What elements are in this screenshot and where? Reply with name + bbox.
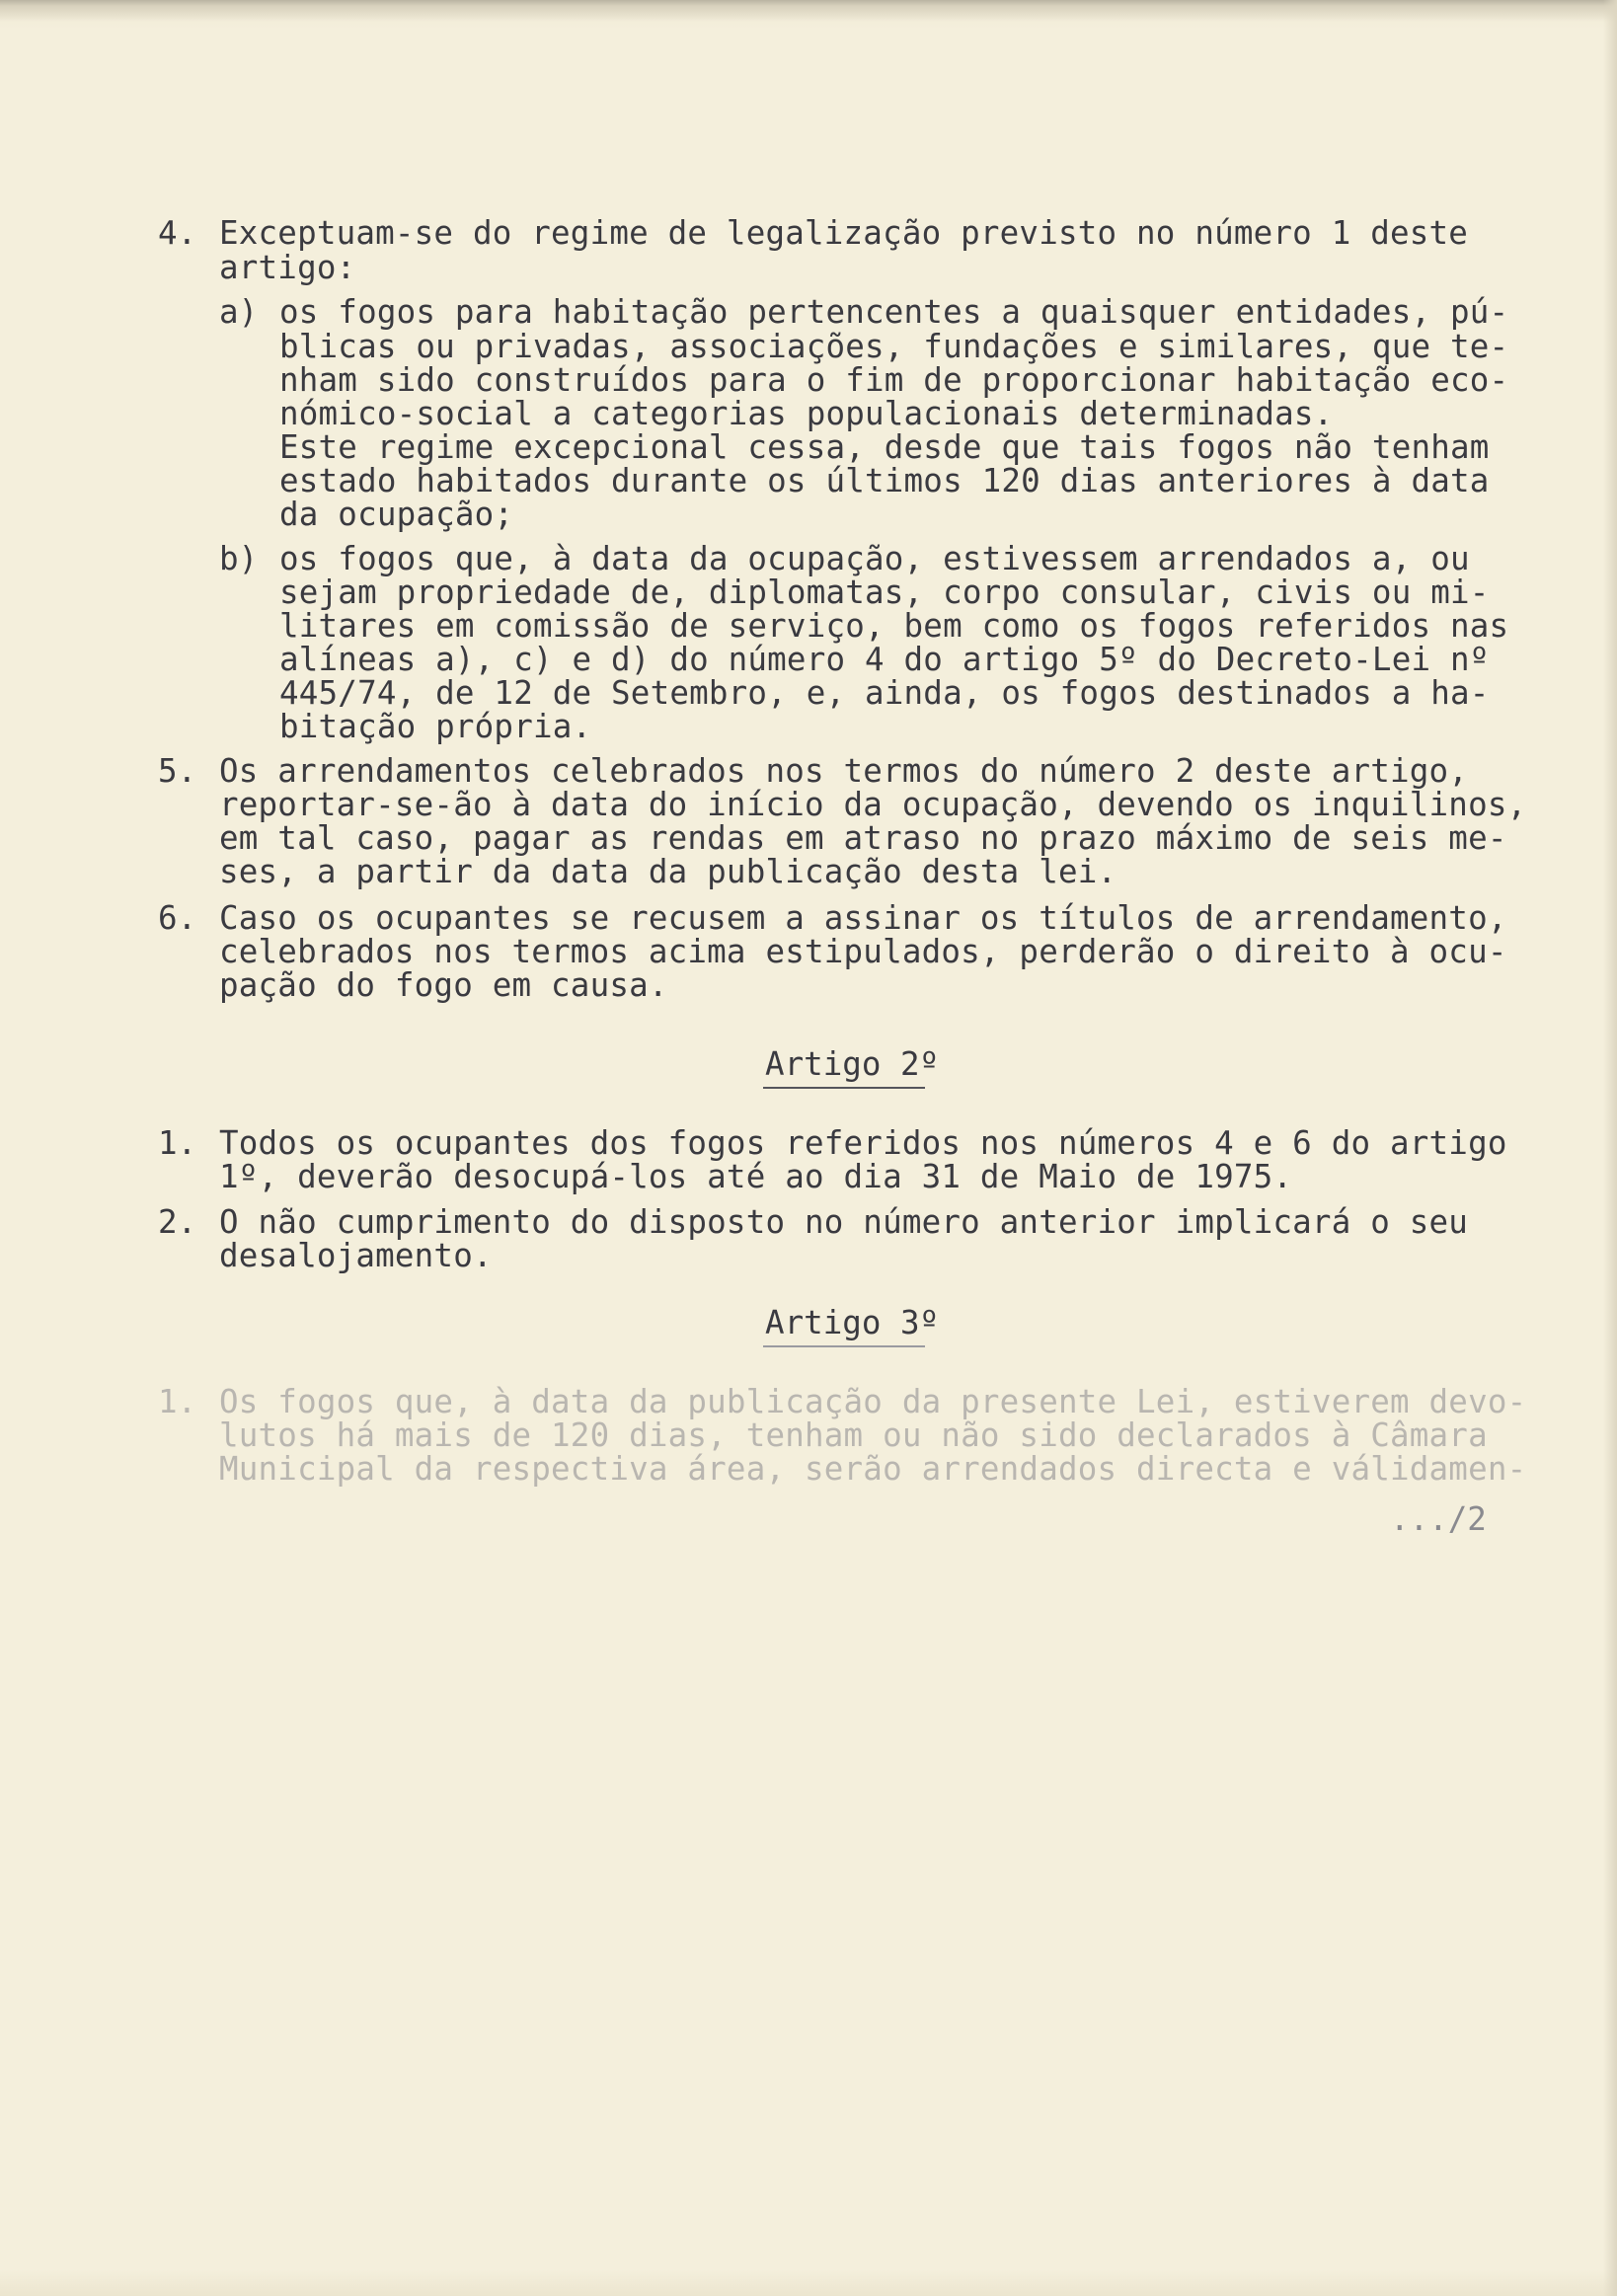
item-4b-line-5: 445/74, de 12 de Setembro, e, ainda, os fogos destinados a ha- (279, 674, 1490, 712)
item-4-line-1: Exceptuam-se do regime de legalização previsto no número 1 deste (219, 214, 1469, 252)
artigo-3-item-1-number: 1. (158, 1383, 197, 1420)
item-5-line-4: ses, a partir da data da publicação desta lei. (219, 853, 1117, 890)
page-right-edge (1603, 0, 1617, 2296)
item-4b-line-3: litares em comissão de serviço, bem como os fogos referidos nas (279, 607, 1509, 645)
item-4b-line-1: os fogos que, à data da ocupação, estivessem arrendados a, ou (279, 540, 1470, 577)
artigo-2-item-1-number: 1. (158, 1124, 197, 1162)
artigo-2-item-2-line-2: desalojamento. (219, 1237, 493, 1274)
item-4a-line-3: nham sido construídos para o fim de proporcionar habitação eco- (279, 361, 1509, 399)
artigo-2-underline (763, 1087, 925, 1089)
artigo-3-heading: Artigo 3º (765, 1304, 940, 1341)
artigo-2-item-2-line-1: O não cumprimento do disposto no número anterior implicará o seu (219, 1203, 1469, 1241)
item-4a-line-6: estado habitados durante os últimos 120 dias anteriores à data (279, 462, 1490, 499)
artigo-2-heading: Artigo 2º (765, 1045, 940, 1083)
item-5-number: 5. (158, 752, 197, 790)
item-6-line-1: Caso os ocupantes se recusem a assinar os títulos de arrendamento, (219, 899, 1507, 937)
item-5-line-1: Os arrendamentos celebrados nos termos do número 2 deste artigo, (219, 752, 1469, 790)
item-4a-label: a) (219, 293, 259, 331)
item-6-number: 6. (158, 899, 197, 937)
item-4b-line-2: sejam propriedade de, diplomatas, corpo consular, civis ou mi- (279, 574, 1490, 611)
item-4-line-2: artigo: (219, 249, 356, 286)
artigo-2-item-1-line-1: Todos os ocupantes dos fogos referidos nos números 4 e 6 do artigo (219, 1124, 1507, 1162)
artigo-2-item-2-number: 2. (158, 1203, 197, 1241)
item-4a-line-4: nómico-social a categorias populacionais determinadas. (279, 395, 1334, 432)
item-4a-line-2: blicas ou privadas, associações, fundações e similares, que te- (279, 328, 1509, 365)
item-5-line-2: reportar-se-ão à data do início da ocupação, devendo os inquilinos, (219, 786, 1527, 823)
item-5-line-3: em tal caso, pagar as rendas em atraso no prazo máximo de seis me- (219, 819, 1507, 857)
continuation-marker: .../2 (1390, 1500, 1487, 1538)
item-4a-line-5: Este regime excepcional cessa, desde que tais fogos não tenham (279, 428, 1490, 466)
artigo-3-underline (763, 1345, 925, 1347)
artigo-3-item-1-line-1: Os fogos que, à data da publicação da presente Lei, estiverem devo- (219, 1383, 1527, 1420)
item-6-line-3: pação do fogo em causa. (219, 966, 668, 1004)
item-4-number: 4. (158, 214, 197, 252)
artigo-3-item-1-line-2: lutos há mais de 120 dias, tenham ou não sido declarados à Câmara (219, 1416, 1488, 1454)
item-4b-label: b) (219, 540, 259, 577)
artigo-3-item-1-line-3: Municipal da respectiva área, serão arrendados directa e válidamen- (219, 1450, 1527, 1488)
item-4b-line-6: bitação própria. (279, 708, 592, 745)
artigo-2-item-1-line-2: 1º, deverão desocupá-los até ao dia 31 de Maio de 1975. (219, 1158, 1293, 1195)
page-top-edge (0, 0, 1617, 22)
item-6-line-2: celebrados nos termos acima estipulados, perderão o direito à ocu- (219, 933, 1507, 970)
item-4a-line-1: os fogos para habitação pertencentes a quaisquer entidades, pú- (279, 293, 1509, 331)
item-4a-line-7: da ocupação; (279, 496, 514, 533)
item-4b-line-4: alíneas a), c) e d) do número 4 do artigo 5º do Decreto-Lei nº (279, 641, 1490, 678)
